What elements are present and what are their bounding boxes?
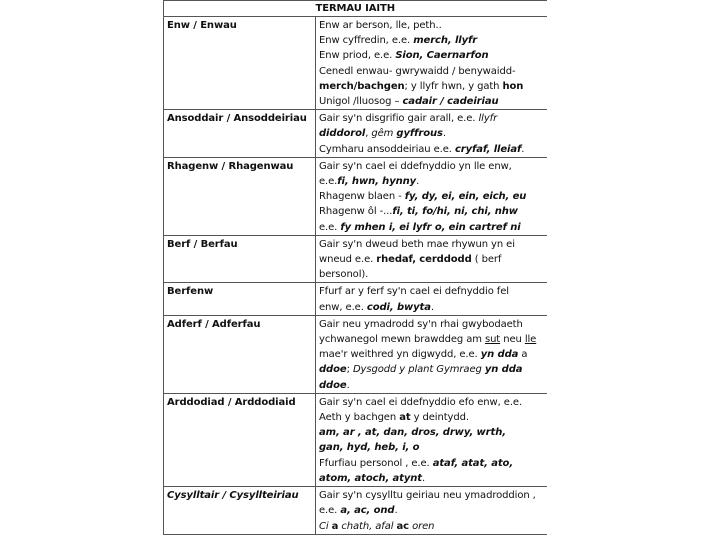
definition-line (319, 456, 544, 471)
definition-line (319, 189, 544, 204)
definition-line (319, 410, 544, 425)
definition-line (319, 471, 544, 486)
term-cell: Ansoddair / Ansoddeiriau (164, 110, 316, 158)
definition-text: Unigol /lluosog – (319, 96, 403, 108)
definition-text: Enw cyffredin, e.e. (319, 35, 414, 47)
definition-line (319, 48, 544, 63)
definition-line (319, 440, 544, 455)
definition-text: e.e. (319, 176, 338, 188)
definition-line (319, 347, 544, 362)
term-cell: Enw / Enwau (164, 17, 316, 110)
definition-text: Aeth y bachgen (319, 412, 400, 424)
example-word: llyfr (478, 113, 498, 125)
table-row (164, 110, 547, 158)
table-row (164, 17, 547, 110)
example-word: merch, llyfr (413, 35, 478, 47)
definition-text: . (394, 505, 398, 517)
definition-text: . (421, 472, 426, 484)
example-word: yn dda (484, 364, 523, 376)
definition-line (319, 317, 544, 332)
definition-line (319, 503, 544, 518)
example-word: lle (524, 334, 537, 346)
example-word: fy mhen i, ei lyfr o, ein cartref ni (340, 221, 521, 233)
table-row (164, 157, 547, 235)
definition-line (319, 267, 544, 282)
definition-text: enw, e.e. (319, 301, 367, 313)
example-word: hon (502, 80, 524, 92)
definition-text: Cenedl enwau- gwrywaidd / benywaidd- (319, 65, 516, 77)
definition-text: . (442, 128, 446, 140)
table-row (164, 283, 547, 315)
definition-text: e.e. (319, 505, 341, 517)
example-word: merch/bachgen (319, 80, 405, 92)
example-word: Sion, Caernarfon (395, 50, 489, 62)
definition-line (319, 395, 544, 410)
example-word: ac (396, 520, 409, 532)
term-cell: Berf / Berfau (164, 235, 316, 283)
definition-line (319, 126, 544, 141)
definition-cell (316, 17, 547, 110)
term-cell: Adferf / Adferfau (164, 315, 316, 393)
definition-text: y deintydd. (410, 412, 469, 424)
definition-text: , (365, 128, 372, 140)
definition-text: ; y llyfr hwn, y gath (404, 80, 503, 92)
example-word: fi, hwn, hynny (337, 176, 417, 188)
definition-text: Rhagenw blaen - (319, 191, 405, 203)
definition-text: . (416, 176, 420, 188)
definition-cell (316, 283, 547, 315)
example-word: cryfaf, lleiaf (454, 143, 522, 155)
table-row (164, 315, 547, 393)
definition-text: ( berf (471, 254, 502, 266)
definition-line (319, 252, 544, 267)
definition-line (319, 18, 544, 33)
definition-text: Gair sy'n cysylltu geiriau neu ymadroddion , (319, 490, 536, 502)
term-cell: Arddodiad / Arddodiaid (164, 393, 316, 486)
definition-text: Ffurfiau personol , e.e. (319, 457, 433, 469)
example-word: gan, hyd, heb, i, o (319, 442, 420, 454)
example-word: ataf, atat, ato, (432, 457, 514, 469)
example-word: ddoe (319, 364, 347, 376)
example-word: gyffrous (396, 128, 443, 140)
definition-line (319, 159, 544, 174)
example-word: oren (408, 520, 435, 532)
definition-text: . (346, 379, 350, 391)
example-word: am, ar , at, dan, dros, drwy, wrth, (319, 427, 506, 439)
definition-line (319, 79, 544, 94)
definition-line (319, 33, 544, 48)
example-word: codi, bwyta (366, 301, 431, 313)
terms-table (163, 0, 547, 535)
definition-text: Gair neu ymadrodd sy'n rhai gwybodaeth (319, 318, 523, 330)
definition-line (319, 284, 544, 299)
table-row (164, 235, 547, 283)
definition-line (319, 204, 544, 219)
definition-line (319, 142, 544, 157)
definition-cell (316, 157, 547, 235)
example-word: fi, ti, fo/hi, ni, chi, nhw (392, 206, 518, 218)
term-cell: Berfenw (164, 283, 316, 315)
example-word: yn dda (480, 349, 519, 361)
table-row (164, 487, 547, 535)
example-word: sut (484, 334, 501, 346)
definition-cell (316, 487, 547, 535)
definition-cell (316, 315, 547, 393)
definition-text: a (518, 349, 528, 361)
definition-text: Gair sy'n disgrifio gair arall, e.e. (319, 113, 479, 125)
example-word: diddorol (319, 128, 366, 140)
definition-line (319, 94, 544, 109)
definition-line (319, 64, 544, 79)
definition-line (319, 332, 544, 347)
definition-line (319, 300, 544, 315)
example-word: ddoe (319, 379, 347, 391)
term-cell: Cysylltair / Cysyllteiriau (164, 487, 316, 535)
definition-cell (316, 393, 547, 486)
definition-text: Gair sy'n cael ei ddefnyddio efo enw, e.e. (319, 396, 523, 408)
language-terms-document (163, 0, 546, 535)
definition-text: Gair sy'n dweud beth mae rhywun yn ei (319, 238, 515, 250)
definition-line (319, 519, 544, 534)
example-word: Ci (319, 520, 332, 532)
definition-line (319, 174, 544, 189)
definition-line (319, 488, 544, 503)
definition-text: wneud e.e. (319, 254, 377, 266)
table-row (164, 393, 547, 486)
definition-cell (316, 110, 547, 158)
definition-text: neu (500, 334, 525, 346)
definition-line (319, 378, 544, 393)
example-word: a, ac, ond (340, 505, 395, 517)
definition-text: ; (346, 364, 353, 376)
definition-text: . (521, 143, 525, 155)
definition-text: Rhagenw ôl -... (319, 206, 393, 218)
table-header-row (164, 1, 547, 17)
definition-text: Enw ar berson, lle, peth.. (319, 20, 442, 31)
definition-text: . (430, 301, 434, 313)
example-word: Dysgodd y plant Gymraeg (352, 364, 485, 376)
definition-text: Cymharu ansoddeiriau e.e. (319, 143, 455, 155)
example-word: gêm (371, 128, 394, 140)
example-word: rhedaf, cerddodd (376, 254, 472, 266)
definition-line (319, 111, 544, 126)
definition-text: mae'r weithred yn digwydd, e.e. (319, 349, 481, 361)
definition-text: e.e. (319, 221, 341, 233)
definition-text: Enw priod, e.e. (319, 50, 396, 62)
term-cell: Rhagenw / Rhagenwau (164, 157, 316, 235)
definition-text: Ffurf ar y ferf sy'n cael ei defnyddio fel (319, 286, 509, 298)
definition-line (319, 425, 544, 440)
example-word: atom, atoch, atynt (319, 472, 422, 484)
example-word: chath, afal (338, 520, 397, 532)
definition-text: Gair sy'n cael ei ddefnyddio yn lle enw, (319, 160, 512, 172)
table-body (164, 17, 547, 535)
table-title: TERMAU IAITH (164, 1, 547, 17)
definition-text: ychwanegol mewn brawddeg am (319, 334, 485, 346)
definition-cell (316, 235, 547, 283)
example-word: at (399, 412, 411, 424)
definition-line (319, 362, 544, 377)
example-word: a (331, 520, 339, 532)
example-word: cadair / cadeiriau (402, 96, 499, 108)
definition-line (319, 220, 544, 235)
definition-text: bersonol). (319, 269, 369, 281)
definition-line (319, 237, 544, 252)
example-word: fy, dy, ei, ein, eich, eu (404, 191, 527, 203)
